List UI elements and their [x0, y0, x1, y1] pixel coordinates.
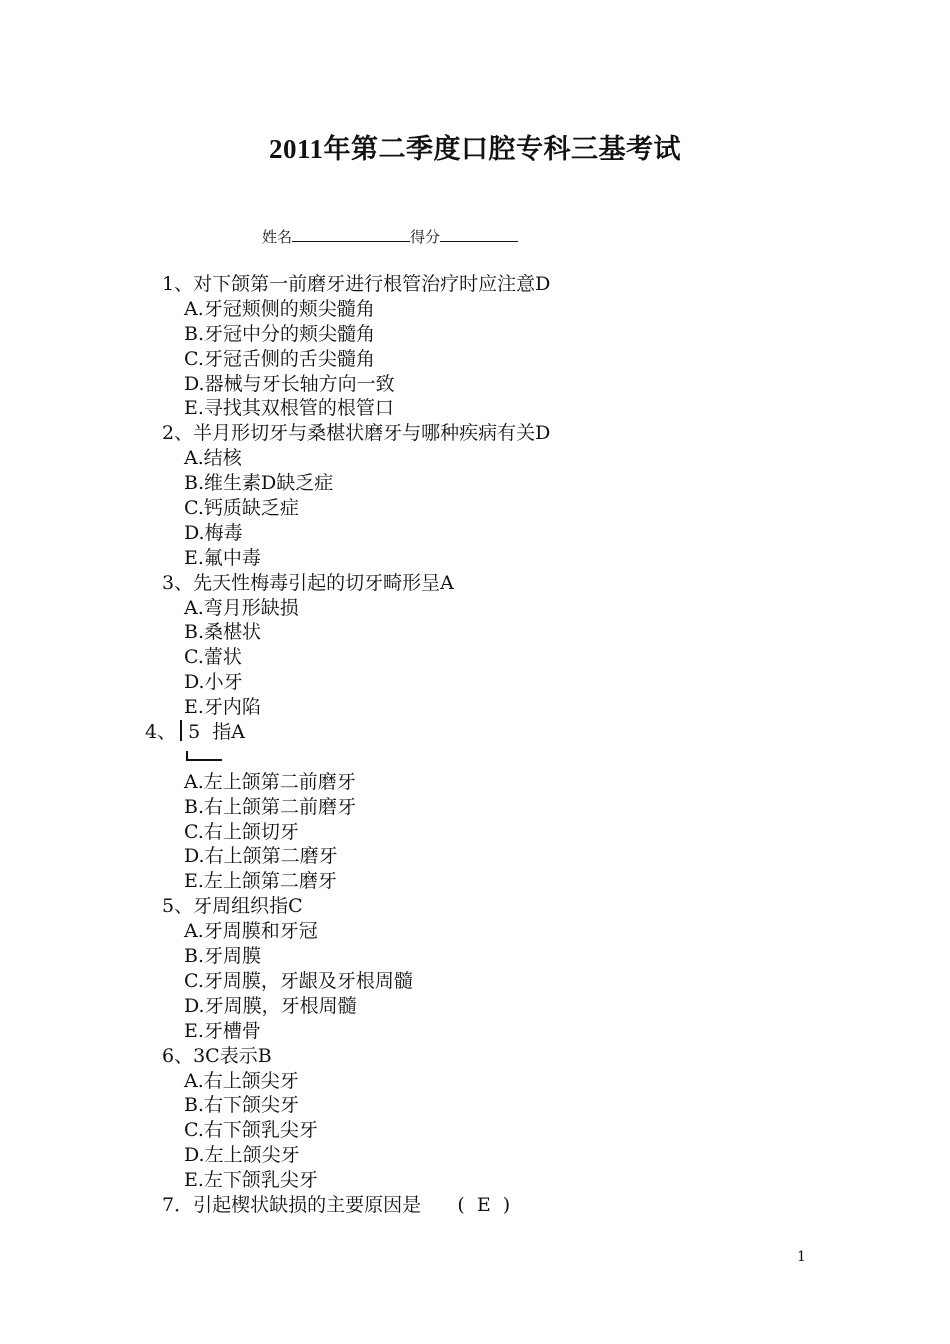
option: C.牙冠舌侧的舌尖髓角	[184, 347, 375, 370]
option: A.弯月形缺损	[184, 596, 299, 619]
option: D.牙周膜，牙根周髓	[184, 994, 357, 1017]
tooth-notation-bar	[180, 720, 182, 741]
name-label: 姓名	[262, 228, 293, 246]
option: E.左下颌乳尖牙	[184, 1169, 318, 1192]
question-6: 6、3C表示B	[162, 1044, 272, 1067]
option: A.左上颌第二前磨牙	[184, 770, 356, 793]
score-label: 得分	[410, 228, 441, 246]
question-1: 1、对下颌第一前磨牙进行根管治疗时应注意D	[162, 273, 551, 295]
option: D.小牙	[184, 671, 243, 694]
option: C.蕾状	[184, 646, 242, 669]
score-blank	[440, 226, 518, 242]
tooth-notation-row	[0, 745, 950, 770]
option: D.器械与牙长轴方向一致	[184, 372, 395, 395]
option: A.结核	[184, 447, 242, 470]
tooth-notation-corner	[186, 751, 222, 761]
option: C.钙质缺乏症	[184, 497, 299, 520]
option: E.牙内陷	[184, 696, 261, 719]
question-4	[0, 720, 950, 745]
option: E.寻找其双根管的根管口	[184, 397, 394, 420]
name-score-row	[262, 226, 518, 248]
option: B.牙周膜	[184, 945, 262, 968]
question-5: 5、牙周组织指C	[162, 895, 303, 918]
question-2: 2、半月形切牙与桑椹状磨牙与哪种疾病有关D	[162, 422, 551, 445]
name-blank	[292, 226, 410, 242]
question-list	[0, 272, 950, 1218]
option: E.氟中毒	[184, 546, 261, 569]
option: A.牙周膜和牙冠	[184, 920, 318, 943]
option: B.右上颌第二前磨牙	[184, 795, 357, 818]
option: B.维生素D缺乏症	[184, 472, 334, 495]
option: D.右上颌第二磨牙	[184, 845, 338, 868]
option: D.梅毒	[184, 521, 243, 544]
option: E.牙槽骨	[184, 1019, 261, 1042]
option: B.右下颌尖牙	[184, 1094, 300, 1117]
tooth-number: 5	[188, 721, 201, 744]
option: B.桑椹状	[184, 621, 262, 644]
option: E.左上颌第二磨牙	[184, 870, 337, 893]
option: B.牙冠中分的颊尖髓角	[184, 322, 376, 345]
option: C.右上颌切牙	[184, 820, 299, 843]
question-3: 3、先天性梅毒引起的切牙畸形呈A	[162, 571, 454, 594]
question-4-answer: 指A	[200, 721, 245, 744]
question-4-number: 4、	[145, 721, 177, 744]
exam-title: 2011年第二季度口腔专科三基考试	[268, 134, 681, 164]
question-7: 7．引起楔状缺损的主要原因是 ( E )	[162, 1193, 511, 1216]
option: A.牙冠颊侧的颊尖髓角	[184, 297, 375, 320]
option: D.左上颌尖牙	[184, 1144, 300, 1167]
page-number: 1	[797, 1249, 806, 1265]
option: C.右下颌乳尖牙	[184, 1119, 318, 1142]
option: A.右上颌尖牙	[184, 1069, 299, 1092]
option: C.牙周膜，牙龈及牙根周髓	[184, 969, 413, 992]
